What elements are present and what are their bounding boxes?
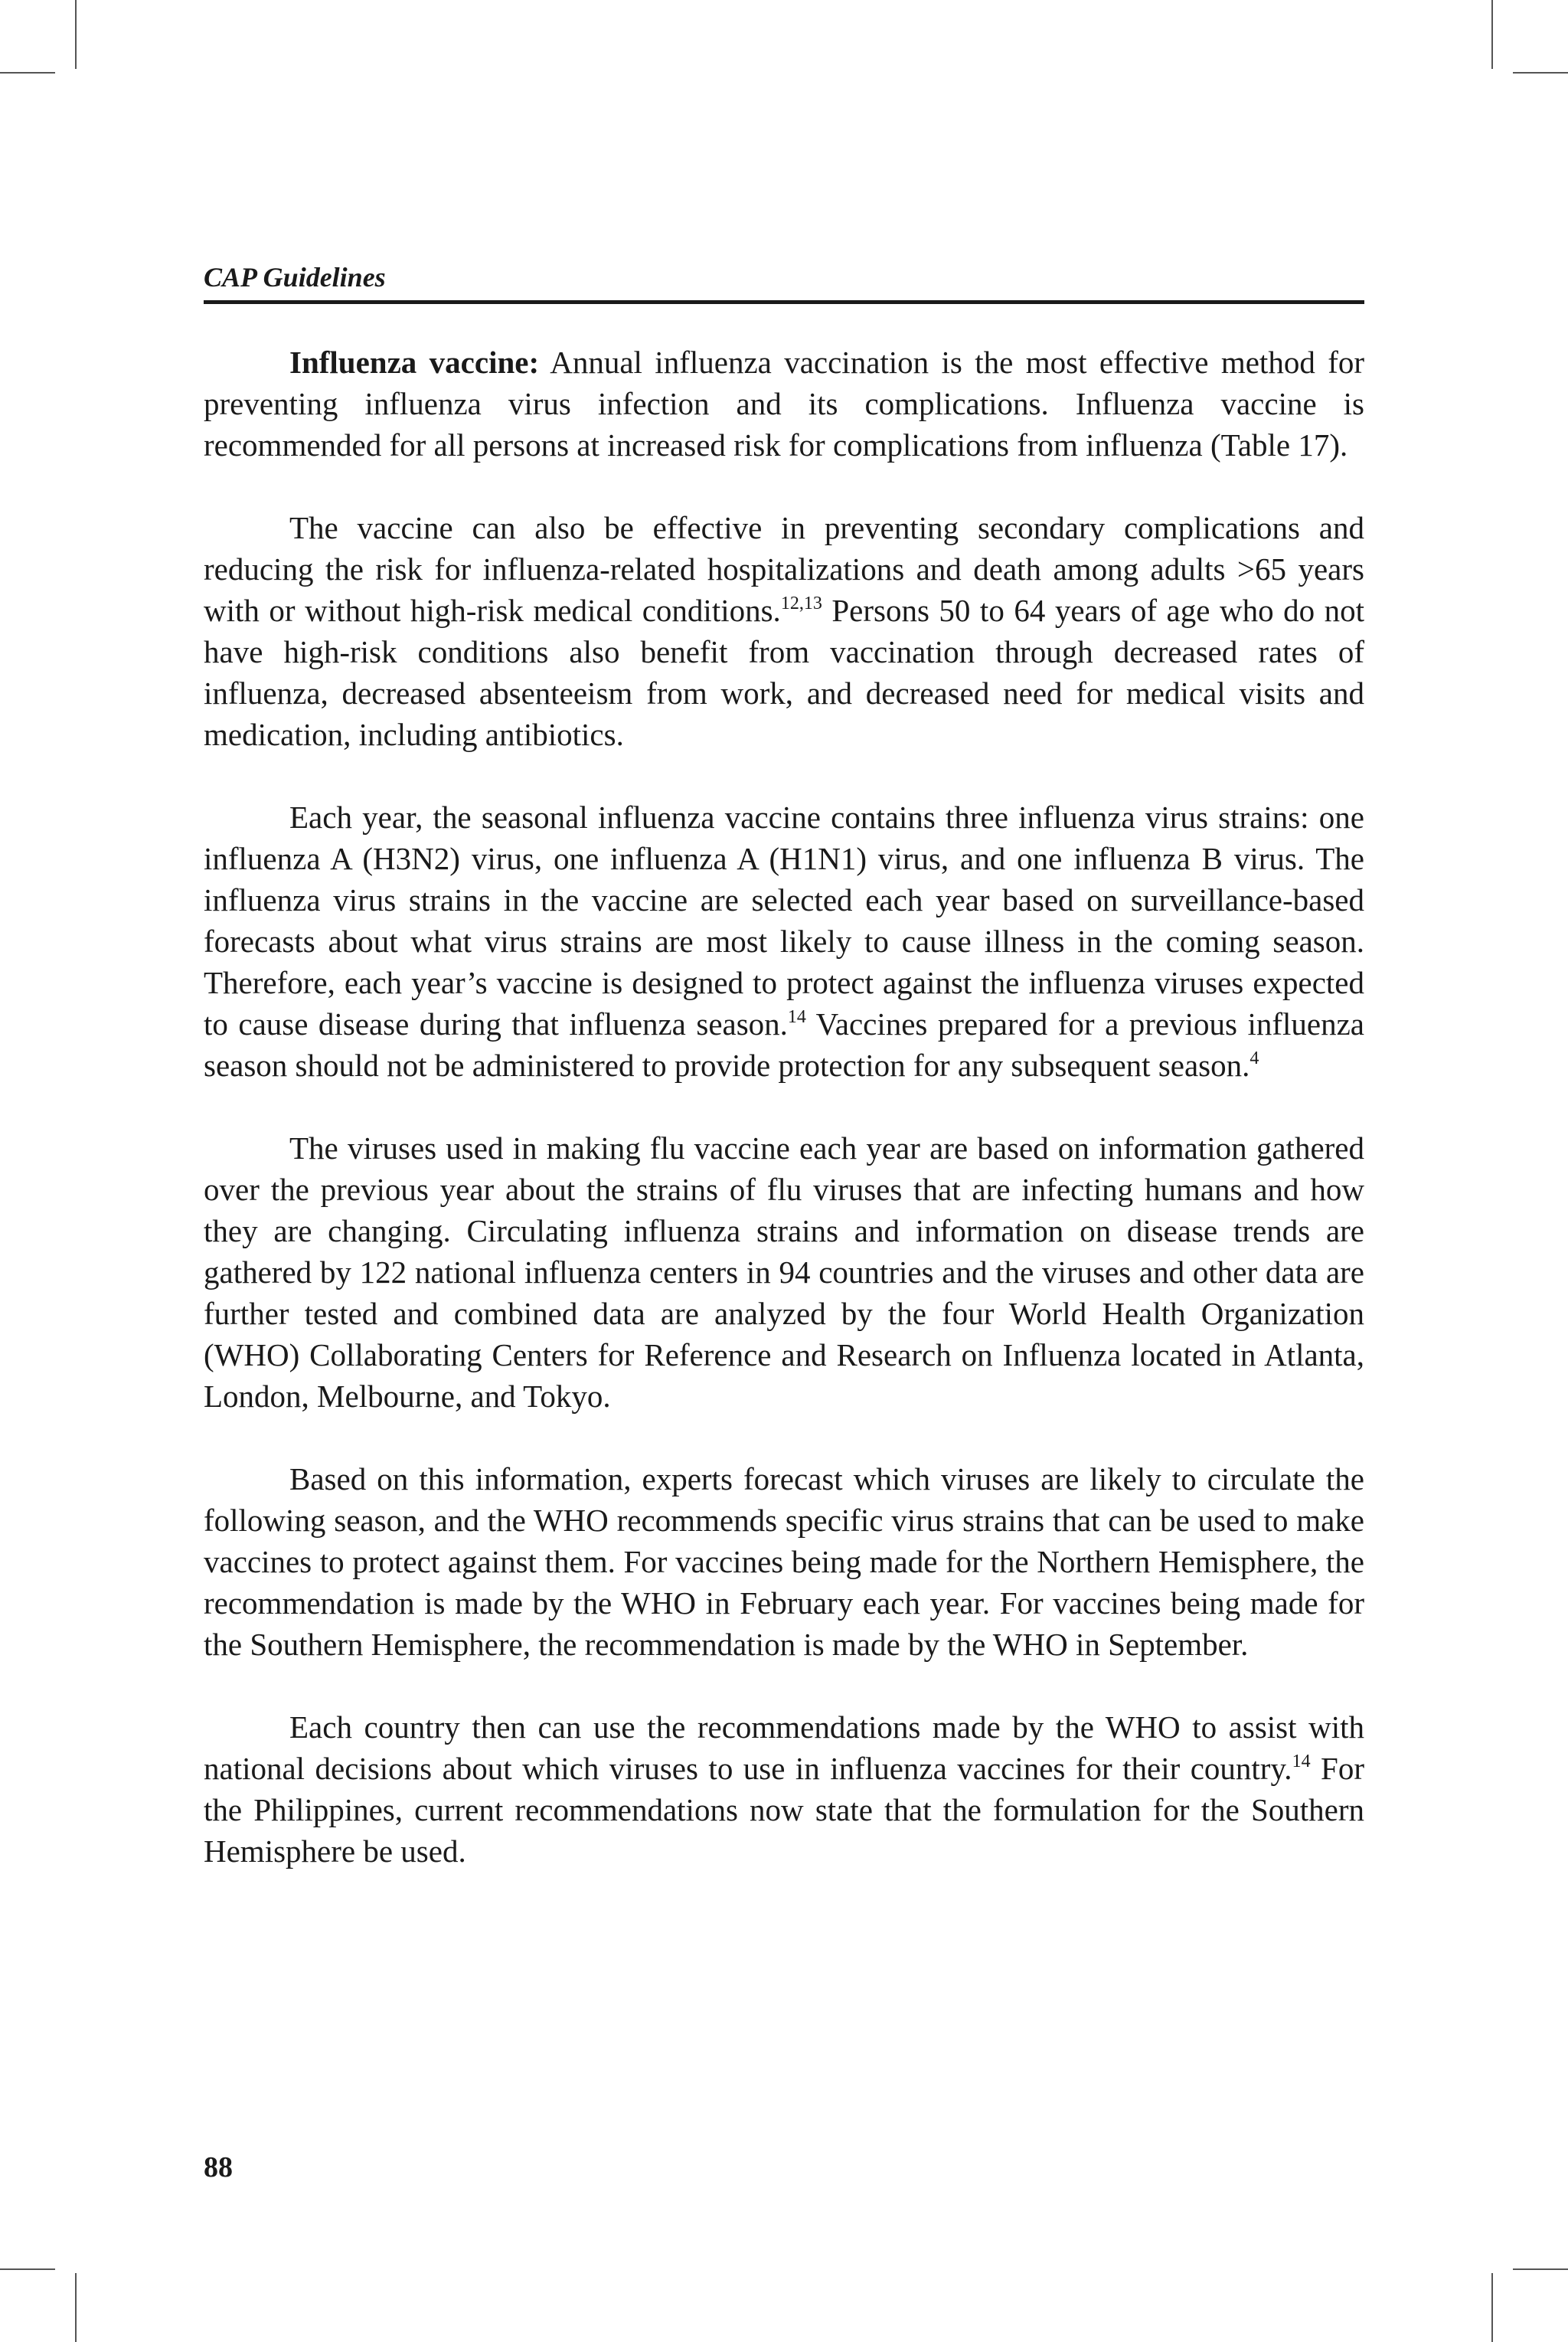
citation-superscript: 12,13 — [780, 594, 822, 613]
paragraph-text: Persons 50 to 64 years of age who do not have high-risk conditions also benefit from vaccination through decreased rates of influenza, decreased absenteeism from work, and decreased need for medical visits and medication, including antibiotics. — [204, 593, 1364, 752]
citation-superscript: 4 — [1250, 1048, 1259, 1068]
crop-mark-top-right — [1491, 0, 1493, 69]
paragraph-text: Each year, the seasonal influenza vaccine contains three influenza virus strains: one influenza A (H3N2) virus, one influenza A (H1N1) virus, and one influenza B virus. The influenza virus strains in the vaccine are selected each year based on surveillance-based forecasts about what virus strains are most likely to cause illness in the coming season. Therefore, each year’s vaccine is designed to protect against the influenza viruses expected to cause disease during that influenza season. — [204, 800, 1364, 1042]
crop-mark-bottom-right-h — [1513, 2268, 1568, 2270]
paragraph-text: The viruses used in making flu vaccine each year are based on information gathered over the previous year about the strains of flu viruses that are infecting humans and how they are changing. Circulating influenza strains and information on disease trends are gathered by 122 national influenza centers in 94 countries and the viruses and other data are further tested and combined data are analyzed by the four World Health Organization (WHO) Collaborating Centers for Reference and Research on Influenza located in Atlanta, London, Melbourne, and Tokyo. — [204, 1130, 1364, 1414]
paragraph-text: Based on this information, experts forecast which viruses are likely to circulate the following season, and the WHO recommends specific virus strains that can be used to make vaccines to protect against them. For vaccines being made for the Northern Hemisphere, the recommendation is made by the WHO in February each year. For vaccines being made for the Southern Hemisphere, the recommendation is made by the WHO in September. — [204, 1461, 1364, 1662]
header-rule — [204, 300, 1364, 304]
paragraph-secondary-complications — [204, 507, 1364, 755]
paragraph-text: Annual influenza vaccination is the most effective method for preventing influenza virus infection and its complications. Influenza vaccine is recommended for all persons at increased risk for complications from influenza (Table 17). — [204, 345, 1364, 463]
paragraph-influenza-vaccine — [204, 342, 1364, 466]
crop-mark-top-right-h — [1513, 72, 1568, 74]
paragraph-text: Vaccines prepared for a previous influenza season should not be administered to provide protection for any subsequent season. — [204, 1006, 1364, 1083]
page-header — [204, 259, 1364, 304]
paragraph-who-recommendation — [204, 1458, 1364, 1665]
paragraph-country-recommendation — [204, 1706, 1364, 1872]
page-body — [204, 342, 1364, 1913]
paragraph-virus-selection — [204, 1127, 1364, 1417]
paragraph-text: The vaccine can also be effective in preventing secondary complications and reducing the risk for influenza-related hospitalizations and death among adults >65 years with or without high-risk medical conditions. — [204, 510, 1364, 628]
paragraph-seasonal-strains — [204, 796, 1364, 1086]
paragraph-text: For the Philippines, current recommendations now state that the formulation for the Southern Hemisphere be used. — [204, 1751, 1364, 1869]
paragraph-text: Each country then can use the recommendations made by the WHO to assist with national decisions about which viruses to use in influenza vaccines for their country. — [204, 1709, 1364, 1786]
crop-mark-top-left — [75, 0, 77, 69]
crop-mark-bottom-right — [1491, 2273, 1493, 2342]
running-head: CAP Guidelines — [204, 262, 386, 293]
crop-mark-bottom-left — [75, 2273, 77, 2342]
paragraph-lead-heading: Influenza vaccine: — [289, 345, 540, 380]
citation-superscript: 14 — [1292, 1752, 1311, 1771]
citation-superscript: 14 — [787, 1007, 806, 1027]
page-number: 88 — [204, 2151, 233, 2183]
crop-mark-top-left-h — [0, 72, 55, 74]
crop-mark-bottom-left-h — [0, 2268, 55, 2270]
